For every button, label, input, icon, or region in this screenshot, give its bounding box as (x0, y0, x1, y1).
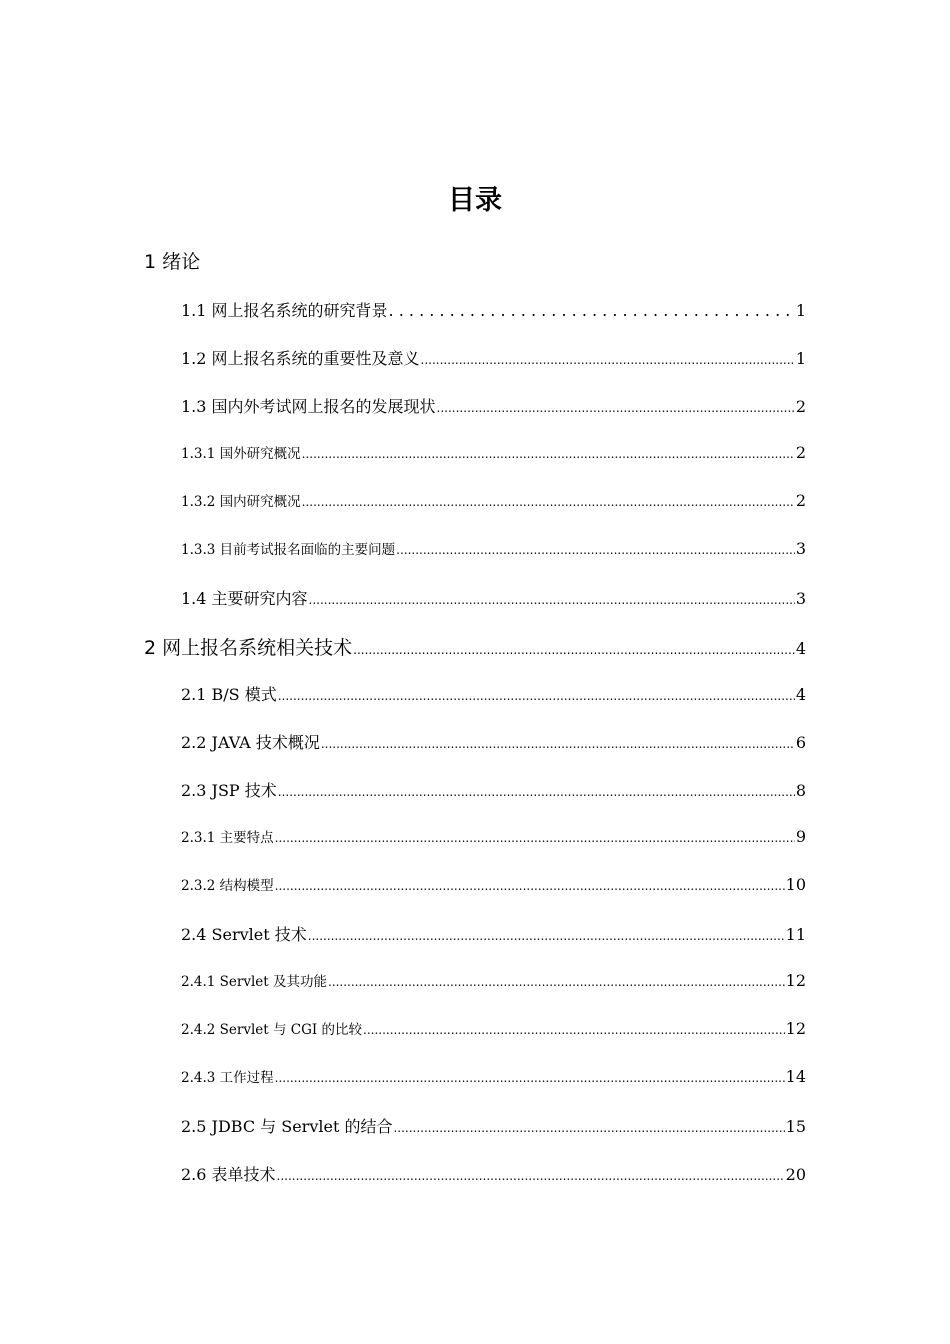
toc-entry-label: 1.3.1 国外研究概况 (181, 446, 301, 462)
dot-leader (321, 737, 795, 751)
dot-leader (328, 975, 785, 989)
toc-entry[interactable] (181, 346, 806, 374)
toc-entry[interactable] (181, 442, 806, 470)
toc-entry-page: 1 (795, 301, 806, 320)
toc-entry[interactable] (144, 247, 806, 275)
dot-leader (363, 1023, 785, 1037)
toc-entry[interactable] (181, 298, 806, 326)
dot-leader (302, 447, 795, 461)
toc-entry[interactable] (181, 1162, 806, 1190)
toc-entry[interactable] (181, 682, 806, 710)
dot-leader (308, 929, 785, 943)
toc-entry[interactable] (181, 394, 806, 422)
toc-entry[interactable] (181, 730, 806, 758)
toc-entry-label: 2.6 表单技术 (181, 1165, 276, 1184)
toc-entry[interactable] (181, 490, 806, 518)
toc-entry[interactable] (181, 1066, 806, 1094)
dot-leader (275, 879, 785, 893)
toc-entry[interactable] (181, 538, 806, 566)
toc-entry[interactable] (181, 586, 806, 614)
toc-entry-page: 3 (795, 539, 806, 558)
toc-entry-page: 11 (785, 925, 806, 944)
toc-entry-page: 2 (795, 443, 806, 462)
dot-leader (278, 689, 795, 703)
dot-leader (437, 401, 795, 415)
toc-entry-page: 8 (795, 781, 806, 800)
toc-entry[interactable] (181, 1018, 806, 1046)
toc-entry-label: 2.3.1 主要特点 (181, 830, 274, 846)
dot-leader (421, 353, 795, 367)
dot-leader (309, 593, 795, 607)
toc-entry-label: 2.3.2 结构模型 (181, 878, 274, 894)
toc-entry-label: 2.4.2 Servlet 与 CGI 的比较 (181, 1022, 363, 1038)
dot-leader (389, 301, 795, 320)
toc-entry[interactable] (181, 1114, 806, 1142)
toc-entry-page: 3 (795, 589, 806, 608)
toc-entry-label: 1 绪论 (144, 251, 201, 273)
toc-entry-label: 1.4 主要研究内容 (181, 589, 308, 608)
dot-leader (393, 1121, 784, 1135)
toc-entry-label: 1.3 国内外考试网上报名的发展现状 (181, 397, 436, 416)
toc-entry-label: 2.4.1 Servlet 及其功能 (181, 974, 327, 990)
toc-entry-page: 2 (795, 491, 806, 510)
toc-entry-page: 12 (785, 1019, 806, 1038)
toc-entry-page: 2 (795, 397, 806, 416)
dot-leader (396, 543, 795, 557)
toc-entry-label: 2 网上报名系统相关技术 (144, 637, 353, 659)
toc-entry-label: 2.2 JAVA 技术概况 (181, 733, 320, 752)
toc-entry[interactable] (181, 778, 806, 806)
toc-entry-page: 9 (795, 827, 806, 846)
toc-entry-page: 12 (785, 971, 806, 990)
toc-entry-page: 4 (795, 685, 806, 704)
toc-entry[interactable] (181, 826, 806, 854)
toc-entry-label: 2.4 Servlet 技术 (181, 925, 307, 944)
toc-entry-page: 10 (785, 875, 806, 894)
toc-entry[interactable] (181, 874, 806, 902)
toc-entry[interactable] (144, 633, 806, 661)
toc-entry-page: 20 (785, 1165, 806, 1184)
toc-entry-page: 6 (795, 733, 806, 752)
dot-leader (278, 785, 795, 799)
dot-leader (302, 495, 795, 509)
dot-leader (275, 831, 795, 845)
toc-entry[interactable] (181, 922, 806, 950)
toc-entry-label: 2.4.3 工作过程 (181, 1070, 274, 1086)
toc-entry-label: 1.3.2 国内研究概况 (181, 494, 301, 510)
dot-leader (353, 643, 795, 657)
toc-entry-page: 14 (785, 1067, 806, 1086)
toc-entry-page: 4 (795, 639, 806, 658)
toc-entry-label: 1.1 网上报名系统的研究背景 (181, 301, 388, 320)
toc-entry-label: 2.1 B/S 模式 (181, 685, 277, 704)
toc-entry-label: 2.3 JSP 技术 (181, 781, 277, 800)
toc-entry[interactable] (181, 970, 806, 998)
toc-entry-page: 1 (795, 349, 806, 368)
toc-entry-label: 2.5 JDBC 与 Servlet 的结合 (181, 1117, 393, 1136)
page-title: 目录 (448, 185, 502, 216)
dot-leader (275, 1071, 785, 1085)
toc-entry-label: 1.2 网上报名系统的重要性及意义 (181, 349, 420, 368)
dot-leader (277, 1169, 785, 1183)
toc-entry-page: 15 (785, 1117, 806, 1136)
toc-entry-label: 1.3.3 目前考试报名面临的主要问题 (181, 542, 396, 558)
